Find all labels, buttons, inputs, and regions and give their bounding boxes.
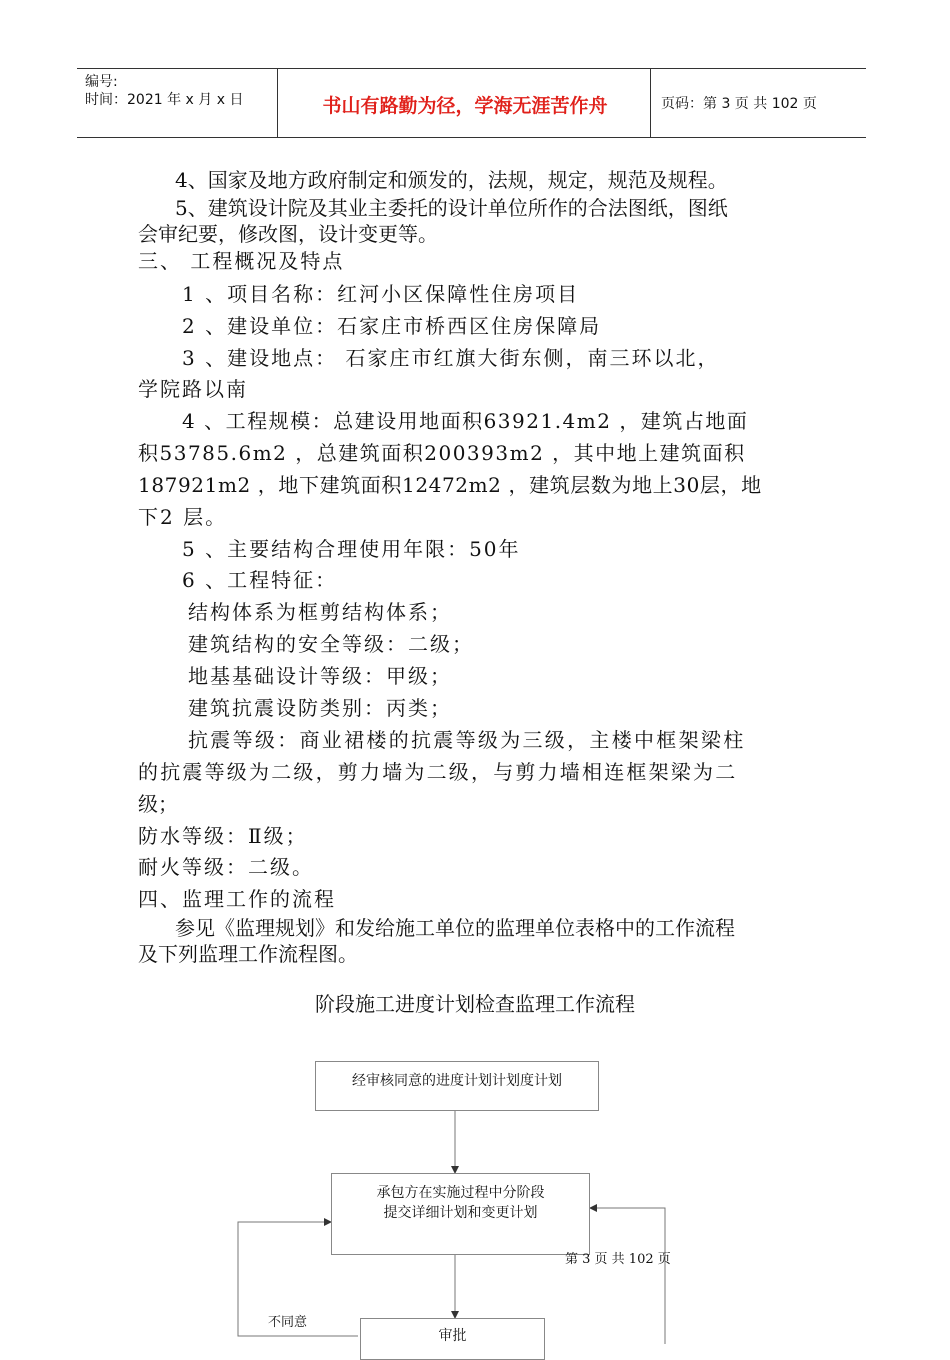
para-line: 防水等级：Ⅱ级； [138,824,308,848]
para-line: 参见《监理规划》和发给施工单位的监理单位表格中的工作流程 [175,916,735,940]
para-line: 4 、工程规模：总建设用地面积63921.4m2 ，建筑占地面 [182,409,749,433]
para-line: 3 、建设地点： 石家庄市红旗大街东侧，南三环以北， [182,346,720,370]
para-line: 建筑抗震设防类别：丙类； [188,696,452,720]
header-page-info: 页码：第 3 页 共 102 页 [661,96,817,112]
para-line: 积53785.6m2 ，总建筑面积200393m2 ，其中地上建筑面积 [138,441,746,465]
para-line: 会审纪要，修改图，设计变更等。 [138,222,438,246]
para-line: 及下列监理工作流程图。 [138,942,358,966]
section-heading: 三、 工程概况及特点 [138,249,345,273]
para-line: 5 、主要结构合理使用年限：50年 [182,537,521,561]
para-line: 2 、建设单位：石家庄市桥西区住房保障局 [182,314,602,338]
para-line: 级； [138,792,178,816]
para-line: 地基基础设计等级：甲级； [188,664,452,688]
flow-box-approved-plan [315,1061,599,1111]
time-label: 时间：2021 年 x 月 x 日 [85,92,244,108]
flow-box-text: 审批 [438,1328,467,1344]
footer-page-note: 第 3 页 共 102 页 [565,1252,671,1267]
para-line: 的抗震等级为二级，剪力墙为二级，与剪力墙相连框架梁为二 [138,760,738,784]
flow-box-text: 提交详细计划和变更计划 [383,1205,538,1221]
para-line: 耐火等级：二级。 [138,855,314,879]
reject-label: 不同意 [268,1315,308,1330]
para-line: 4、国家及地方政府制定和颁发的，法规，规定，规范及规程。 [175,168,728,192]
para-line: 抗震等级：商业裙楼的抗震等级为三级，主楼中框架梁柱 [188,728,746,752]
para-line: 6 、工程特征： [182,568,338,592]
return-arrow [590,1208,665,1344]
flow-box-approve [360,1318,545,1360]
para-line: 学院路以南 [138,377,248,401]
flow-box-submit-plan [331,1173,590,1255]
para-line: 187921m2 ，地下建筑面积12472m2 ，建筑层数为地上30层，地 [138,473,762,497]
para-line: 5、建筑设计院及其业主委托的设计单位所作的合法图纸，图纸 [175,196,728,220]
serial-label: 编号: [85,74,118,90]
flow-box-text: 经审核同意的进度计划计划度计划 [352,1073,562,1089]
flowchart-title: 阶段施工进度计划检查监理工作流程 [315,992,635,1016]
section-heading: 四、监理工作的流程 [138,887,336,911]
para-line: 1 、项目名称：红河小区保障性住房项目 [182,282,580,306]
para-line: 结构体系为框剪结构体系； [188,600,452,624]
para-line: 建筑结构的安全等级：二级； [188,632,474,656]
header-motto: 书山有路勤为径，学海无涯苦作舟 [322,95,608,117]
para-line: 下2 层。 [138,505,228,529]
flow-box-text: 承包方在实施过程中分阶段 [376,1185,545,1201]
